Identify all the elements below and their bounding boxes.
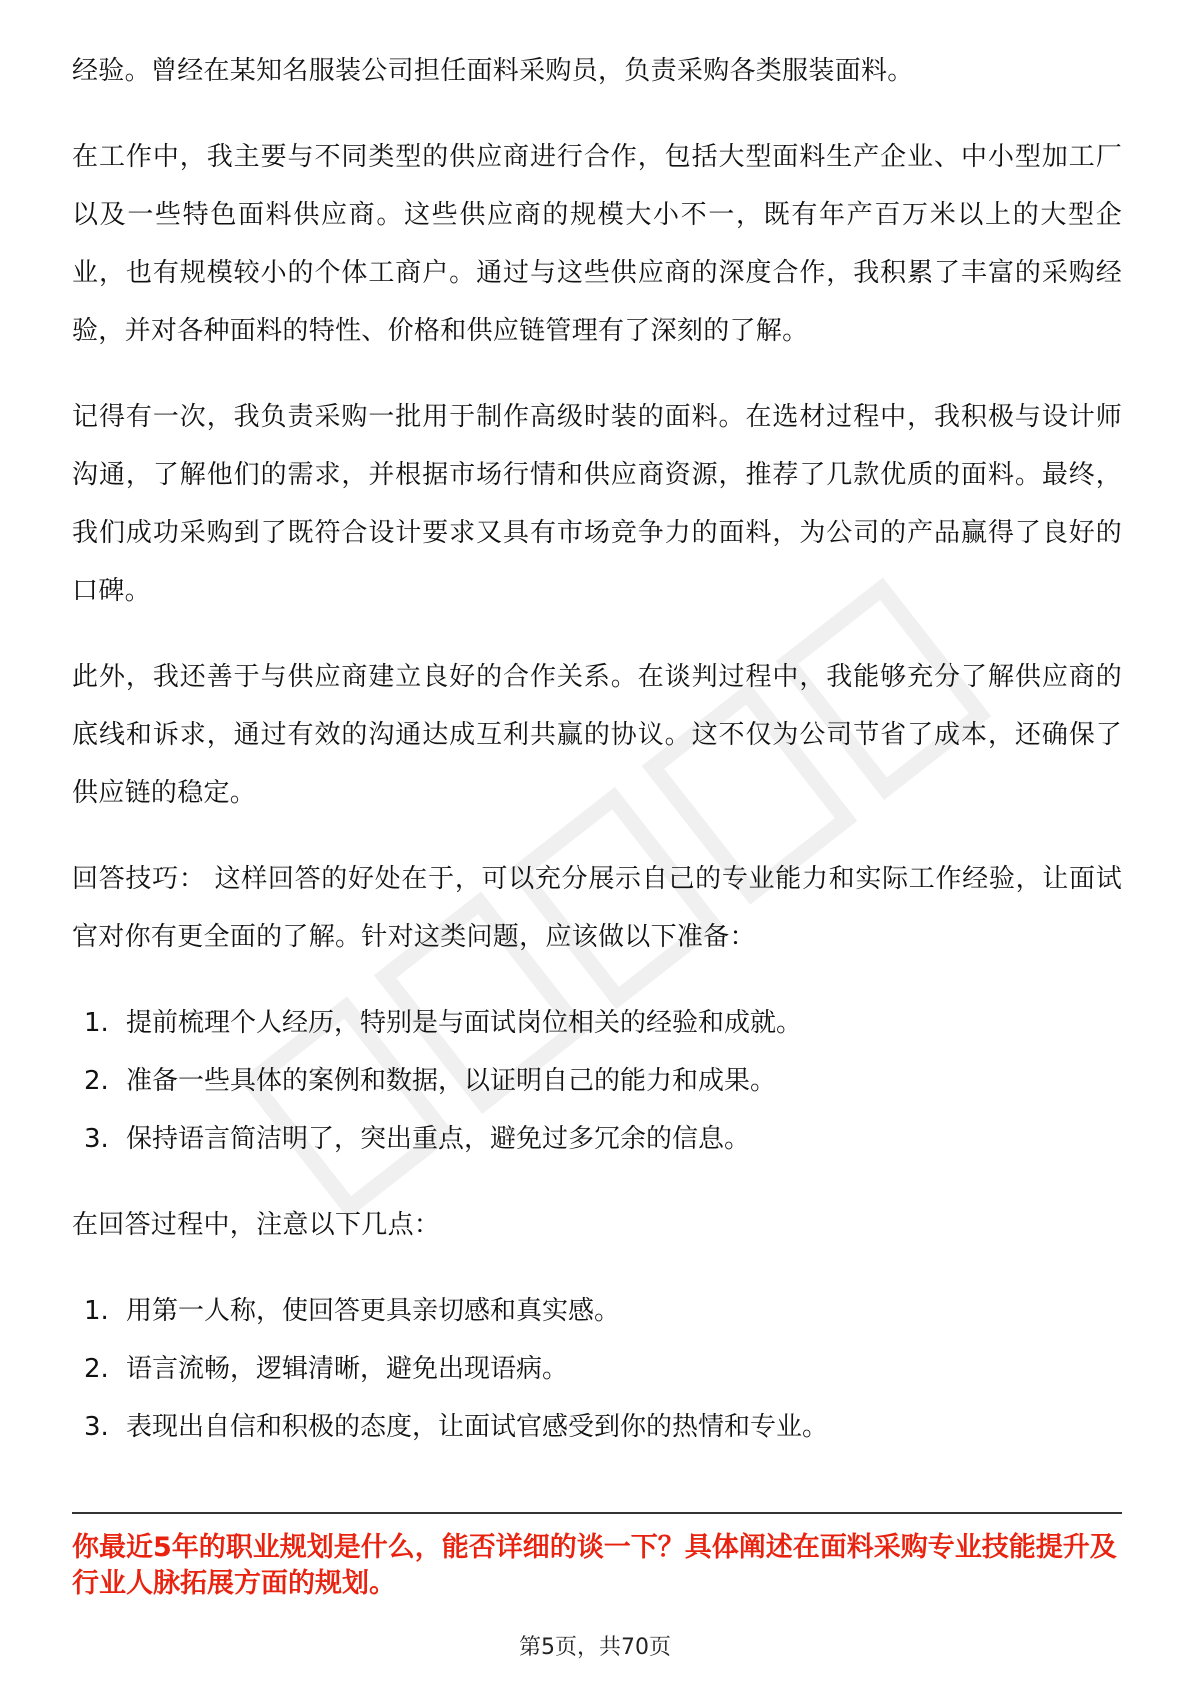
list-item	[72, 994, 1122, 1052]
list-text: 准备一些具体的案例和数据，以证明自己的能力和成果。	[126, 1066, 777, 1096]
list-number: 2.	[84, 1066, 109, 1096]
list-item	[72, 1282, 1122, 1340]
paragraph-attention-intro: 在回答过程中，注意以下几点：	[72, 1210, 441, 1240]
list-number: 3.	[84, 1124, 109, 1154]
paragraph-supplier-relationship: 此外，我还善于与供应商建立良好的合作关系。在谈判过程中，我能够充分了解供应商的底线和诉求，通过有效的沟通达成互利共赢的协议。这不仅为公司节省了成本，还确保了供应链的稳定。	[72, 662, 1122, 808]
list-number: 2.	[84, 1354, 109, 1384]
paragraph-supplier-cooperation: 在工作中，我主要与不同类型的供应商进行合作，包括大型面料生产企业、中小型加工厂以及一些特色面料供应商。这些供应商的规模大小不一，既有年产百万米以上的大型企业，也有规模较小的个体工商户。通过与这些供应商的深度合作，我积累了丰富的采购经验，并对各种面料的特性、价格和供应链管理有了深刻的了解。	[72, 142, 1122, 346]
section-divider	[72, 1512, 1122, 1514]
list-number: 1.	[84, 1296, 109, 1326]
list-text: 保持语言简洁明了，突出重点，避免过多冗余的信息。	[126, 1124, 751, 1154]
list-item	[72, 1340, 1122, 1398]
paragraph-answer-tips: 回答技巧： 这样回答的好处在于，可以充分展示自己的专业能力和实际工作经验，让面试官对你有更全面的了解。针对这类问题，应该做以下准备：	[72, 864, 1122, 952]
paragraph-fabric-case: 记得有一次，我负责采购一批用于制作高级时装的面料。在选材过程中，我积极与设计师沟通，了解他们的需求，并根据市场行情和供应商资源，推荐了几款优质的面料。最终，我们成功采购到了既符合设计要求又具有市场竞争力的面料，为公司的产品赢得了良好的口碑。	[72, 402, 1122, 606]
list-text: 表现出自信和积极的态度，让面试官感受到你的热情和专业。	[126, 1412, 829, 1442]
list-item	[72, 1110, 1122, 1168]
list-number: 3.	[84, 1412, 109, 1442]
list-item	[72, 1052, 1122, 1110]
prep-list	[72, 994, 1122, 1168]
attention-list	[72, 1282, 1122, 1456]
list-number: 1.	[84, 1008, 109, 1038]
document-body	[72, 42, 1122, 1456]
list-text: 提前梳理个人经历，特别是与面试岗位相关的经验和成就。	[126, 1008, 803, 1038]
page-number: 第5页，共70页	[519, 1635, 671, 1660]
list-item	[72, 1398, 1122, 1456]
paragraph-experience-intro: 经验。曾经在某知名服装公司担任面料采购员，负责采购各类服装面料。	[72, 56, 914, 86]
next-question-heading: 你最近5年的职业规划是什么，能否详细的谈一下？具体阐述在面料采购专业技能提升及行业人脉拓展方面的规划。	[72, 1532, 1117, 1599]
list-text: 用第一人称，使回答更具亲切感和真实感。	[126, 1296, 621, 1326]
list-text: 语言流畅，逻辑清晰，避免出现语病。	[126, 1354, 569, 1384]
